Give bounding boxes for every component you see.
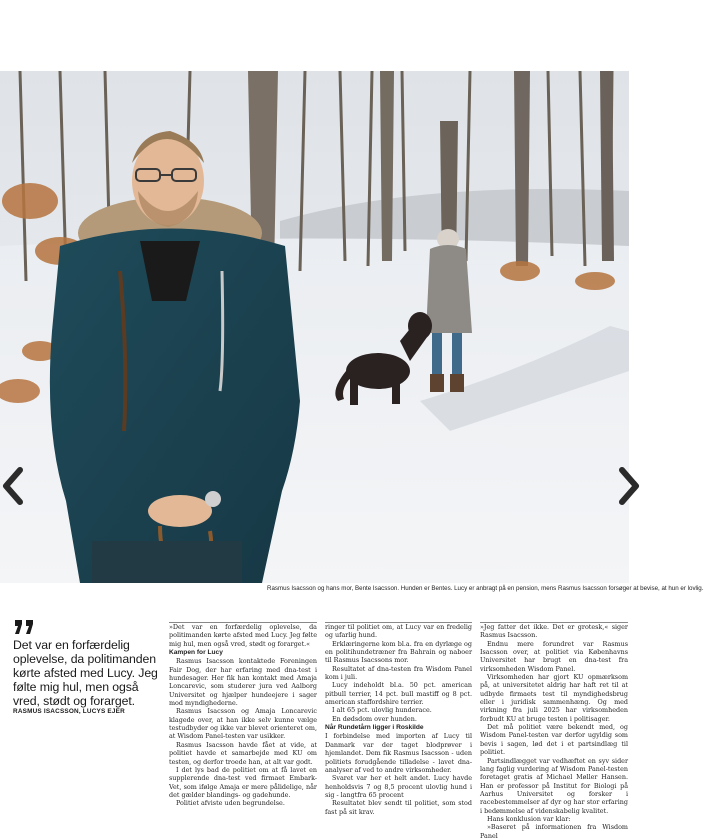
chevron-left-icon [2, 466, 24, 506]
photo-illustration [0, 71, 629, 583]
section-heading: Kampen for Lucy [169, 649, 223, 657]
paragraph: Resultatet blev sendt til politiet, som stod fast på sit krav. [325, 799, 472, 816]
next-arrow-button[interactable] [616, 462, 642, 510]
paragraph: »Baseret på informationen fra Wisdom Panel [480, 823, 628, 840]
paragraph: Det må politiet være bekendt med, og Wisdom Panel-testen var derfor ugyldig som bevis i sagen, lød det i et partsindlæg til politiet. [480, 723, 628, 757]
article-column-2 [325, 622, 472, 822]
paragraph: »Det var en forfærdelig oplevelse, da politimanden kørte afsted med Lucy. Jeg følte mig hul, men også vred, stødt og forarget.« [169, 623, 317, 648]
article-photo [0, 71, 629, 583]
article-column-3 [480, 622, 628, 840]
paragraph: En dødsdom over hunden. [332, 714, 417, 723]
paragraph: I det lys bad de politiet om at få lavet en supplerende dna-test ved firmaet Embark-Vet, som ifølge Amaja er mere pålidelige, når det gælder blandings- og gadehunde. [169, 765, 317, 799]
paragraph: Rasmus Isacsson og Amaja Loncarevic klagede over, at han ikke selv kunne vælge testudbyder og ikke var blevet orienteret om, at Wisdom Panel-testen var usikker. [169, 707, 317, 741]
paragraph: Endnu mere forundret var Rasmus Isacsson over, at politiet via Københavns Universitet har brugt en dna-test fra virksomheden Wisdom Panel. [480, 639, 628, 673]
previous-arrow-button[interactable] [0, 462, 26, 510]
paragraph: Hans konklusion var klar: [487, 814, 571, 823]
paragraph: Svaret var her et helt andet. Lucy havde henholdsvis 7 og 8,5 procent ulovlig hund i sig - langtfra 65 procent [325, 774, 472, 799]
paragraph: Partsindlægget var vedhæftet en syv sider lang faglig vurdering af Wisdom Panel-testen foretaget gratis af Michael Møller Hansen. Han er professor på Institut for Biologi på Aarhus Universitet og forsker i racebestemmelser af dyr og har stor erfaring i bedømmelse af videnskabelig kvalitet. [480, 756, 628, 815]
pull-quote-author: RASMUS ISACSSON, LUCYS EJER [13, 708, 125, 715]
paragraph: Erklæringerne kom bl.a. fra en dyrlæge og en politihundetræner fra Bahrain og naboer til Rasmus Isacssons mor. [325, 639, 472, 665]
photo-caption: Rasmus Isacsson og hans mor, Bente Isacsson. Hunden er Bentes. Lucy er anbragt på en pension, mens Rasmus Isacsson forsøger at bevise, at hun er lovlig. [267, 585, 703, 592]
paragraph: Rasmus Isacsson kontaktede Foreningen Fair Dog, der har erfaring med dna-test i hundesager. Her fik han kontakt med Amaja Loncarevic, som studerer jura ved Aalborg Universitet og hjælper hundeejere i sager mod myndighederne. [169, 657, 317, 708]
paragraph: I forbindelse med importen af Lucy til Danmark var der taget blodprøver i hjemlandet. Dem fik Rasmus Isacsson - uden politiets forudgående tilladelse - lavet dna-analyser af ved to andre virksomheder. [325, 732, 472, 774]
paragraph: Resultatet af dna-testen fra Wisdom Panel kom i juli. [325, 664, 472, 682]
paragraph: ringer til politiet om, at Lucy var en fredelig og ufarlig hund. [325, 623, 472, 640]
article-column-1 [169, 622, 317, 822]
quote-icon [13, 618, 43, 638]
paragraph: Virksomheden har gjort KU opmærksom på, at universitetet aldrig har haft ret til at udbyde firmaets test til myndighedsbrug eller i juridisk sammenhæng. Og med virkning fra juli 2025 har virksomheden forbudt KU at bruge testen i politisager. [480, 673, 628, 723]
paragraph: I alt 65 pct. ulovlig hunderace. [332, 706, 432, 715]
section-heading: Når Rundetårn ligger i Roskilde [325, 724, 424, 732]
paragraph: Rasmus Isacsson havde fået at vide, at politiet havde et samarbejde med KU om testen, og derfor troede han, at alt var godt. [169, 740, 317, 766]
paragraph: »Jeg fatter det ikke. Det er grotesk,« siger Rasmus Isacsson. [480, 623, 628, 640]
chevron-right-icon [618, 466, 640, 506]
paragraph: Politiet afviste uden begrundelse. [176, 799, 285, 808]
pull-quote-text: Det var en forfærdelig oplevelse, da politimanden kørte afsted med Lucy. Jeg følte mig hul, men også vred, stødt og forarget. [13, 638, 158, 708]
paragraph: Lucy indeholdt bl.a. 50 pct. american pitbull terrier, 14 pct. bull mastiff og 8 pct. american staffordshire terrier. [325, 681, 472, 707]
